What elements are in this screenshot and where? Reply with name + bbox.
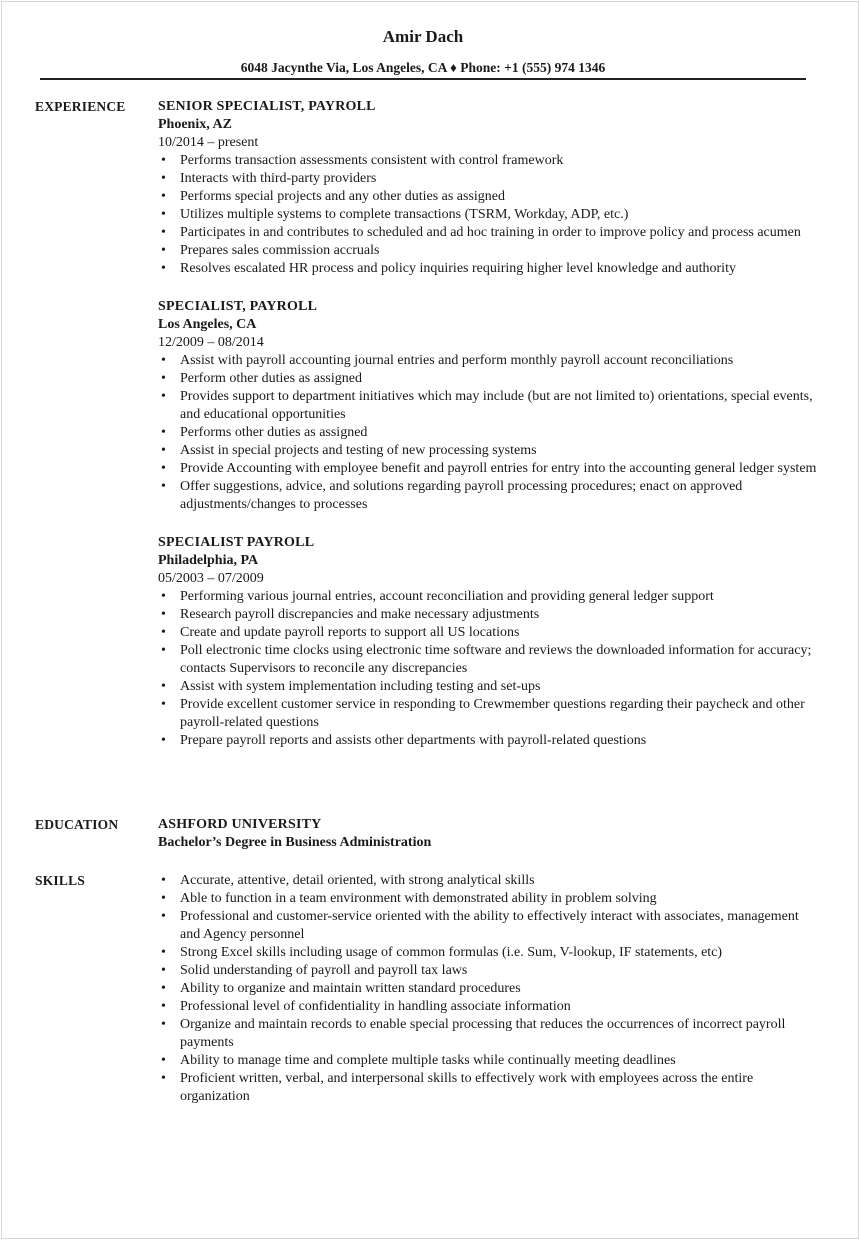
list-item: • Research payroll discrepancies and make necessary adjustments (158, 606, 818, 624)
list-item: • Provide Accounting with employee benefit and payroll entries for entry into the accounting general ledger system (158, 460, 818, 478)
job-bullets (158, 588, 818, 750)
list-item: • Organize and maintain records to enable special processing that reduces the occurrences of incorrect payroll payments (158, 1016, 818, 1052)
list-item: • Resolves escalated HR process and policy inquiries requiring higher level knowledge and authority (158, 260, 818, 278)
school-name: ASHFORD UNIVERSITY (158, 817, 322, 832)
list-item: • Strong Excel skills including usage of common formulas (i.e. Sum, V-lookup, IF statements, etc) (158, 944, 818, 962)
degree-name: Bachelor’s Degree in Business Administration (158, 835, 432, 850)
list-item: • Poll electronic time clocks using electronic time software and reviews the downloaded information for accuracy; contacts Supervisors to reconcile any discrepancies (158, 642, 818, 678)
list-item: • Performs transaction assessments consistent with control framework (158, 152, 818, 170)
list-item: • Ability to organize and maintain written standard procedures (158, 980, 818, 998)
list-item: • Performs other duties as assigned (158, 424, 818, 442)
list-item: • Professional and customer-service oriented with the ability to effectively interact with associates, management and Agency personnel (158, 908, 818, 944)
list-item: • Offer suggestions, advice, and solutions regarding payroll processing procedures; enact on approved adjustments/changes to processes (158, 478, 818, 514)
section-title-skills: SKILLS (35, 873, 85, 888)
job-location: Los Angeles, CA (158, 317, 257, 332)
education-entry (158, 816, 818, 852)
job-entry (158, 534, 818, 750)
list-item: • Interacts with third-party providers (158, 170, 818, 188)
list-item: • Perform other duties as assigned (158, 370, 818, 388)
list-item: • Performs special projects and any other duties as assigned (158, 188, 818, 206)
list-item: • Utilizes multiple systems to complete transactions (TSRM, Workday, ADP, etc.) (158, 206, 818, 224)
candidate-name: Amir Dach (382, 27, 464, 46)
job-title: SPECIALIST PAYROLL (158, 535, 315, 550)
job-dates: 12/2009 – 08/2014 (158, 335, 264, 350)
job-dates: 10/2014 – present (158, 135, 259, 150)
job-entry (158, 298, 818, 514)
list-item: • Solid understanding of payroll and payroll tax laws (158, 962, 818, 980)
job-dates: 05/2003 – 07/2009 (158, 571, 264, 586)
list-item: • Proficient written, verbal, and interpersonal skills to effectively work with employees across the entire organization (158, 1070, 818, 1106)
section-title-education: EDUCATION (35, 817, 119, 832)
list-item: • Create and update payroll reports to support all US locations (158, 624, 818, 642)
list-item: • Ability to manage time and complete multiple tasks while continually meeting deadlines (158, 1052, 818, 1070)
job-location: Philadelphia, PA (158, 553, 259, 568)
job-title: SENIOR SPECIALIST, PAYROLL (158, 99, 376, 114)
list-item: • Assist in special projects and testing of new processing systems (158, 442, 818, 460)
experience-list (158, 98, 818, 770)
list-item: • Professional level of confidentiality in handling associate information (158, 998, 818, 1016)
skills-bullets (158, 872, 818, 1106)
list-item: • Performing various journal entries, account reconciliation and providing general ledger support (158, 588, 818, 606)
list-item: • Assist with system implementation including testing and set-ups (158, 678, 818, 696)
section-title-experience: EXPERIENCE (35, 99, 126, 114)
contact-line: 6048 Jacynthe Via, Los Angeles, CA ♦ Phone: +1 (555) 974 1346 (240, 60, 606, 75)
job-bullets (158, 352, 818, 514)
skills-list (158, 872, 818, 1106)
list-item: • Assist with payroll accounting journal entries and perform monthly payroll account reconciliations (158, 352, 818, 370)
job-bullets (158, 152, 818, 278)
job-entry (158, 98, 818, 278)
list-item: • Provides support to department initiatives which may include (but are not limited to) orientations, special events, and educational opportunities (158, 388, 818, 424)
list-item: • Able to function in a team environment with demonstrated ability in problem solving (158, 890, 818, 908)
list-item: • Prepares sales commission accruals (158, 242, 818, 260)
job-title: SPECIALIST, PAYROLL (158, 299, 318, 314)
list-item: • Participates in and contributes to scheduled and ad hoc training in order to improve policy and process acumen (158, 224, 818, 242)
job-location: Phoenix, AZ (158, 117, 232, 132)
list-item: • Provide excellent customer service in responding to Crewmember questions regarding their paycheck and other payroll-related questions (158, 696, 818, 732)
list-item: • Prepare payroll reports and assists other departments with payroll-related questions (158, 732, 818, 750)
header-divider (40, 78, 806, 80)
list-item: • Accurate, attentive, detail oriented, with strong analytical skills (158, 872, 818, 890)
